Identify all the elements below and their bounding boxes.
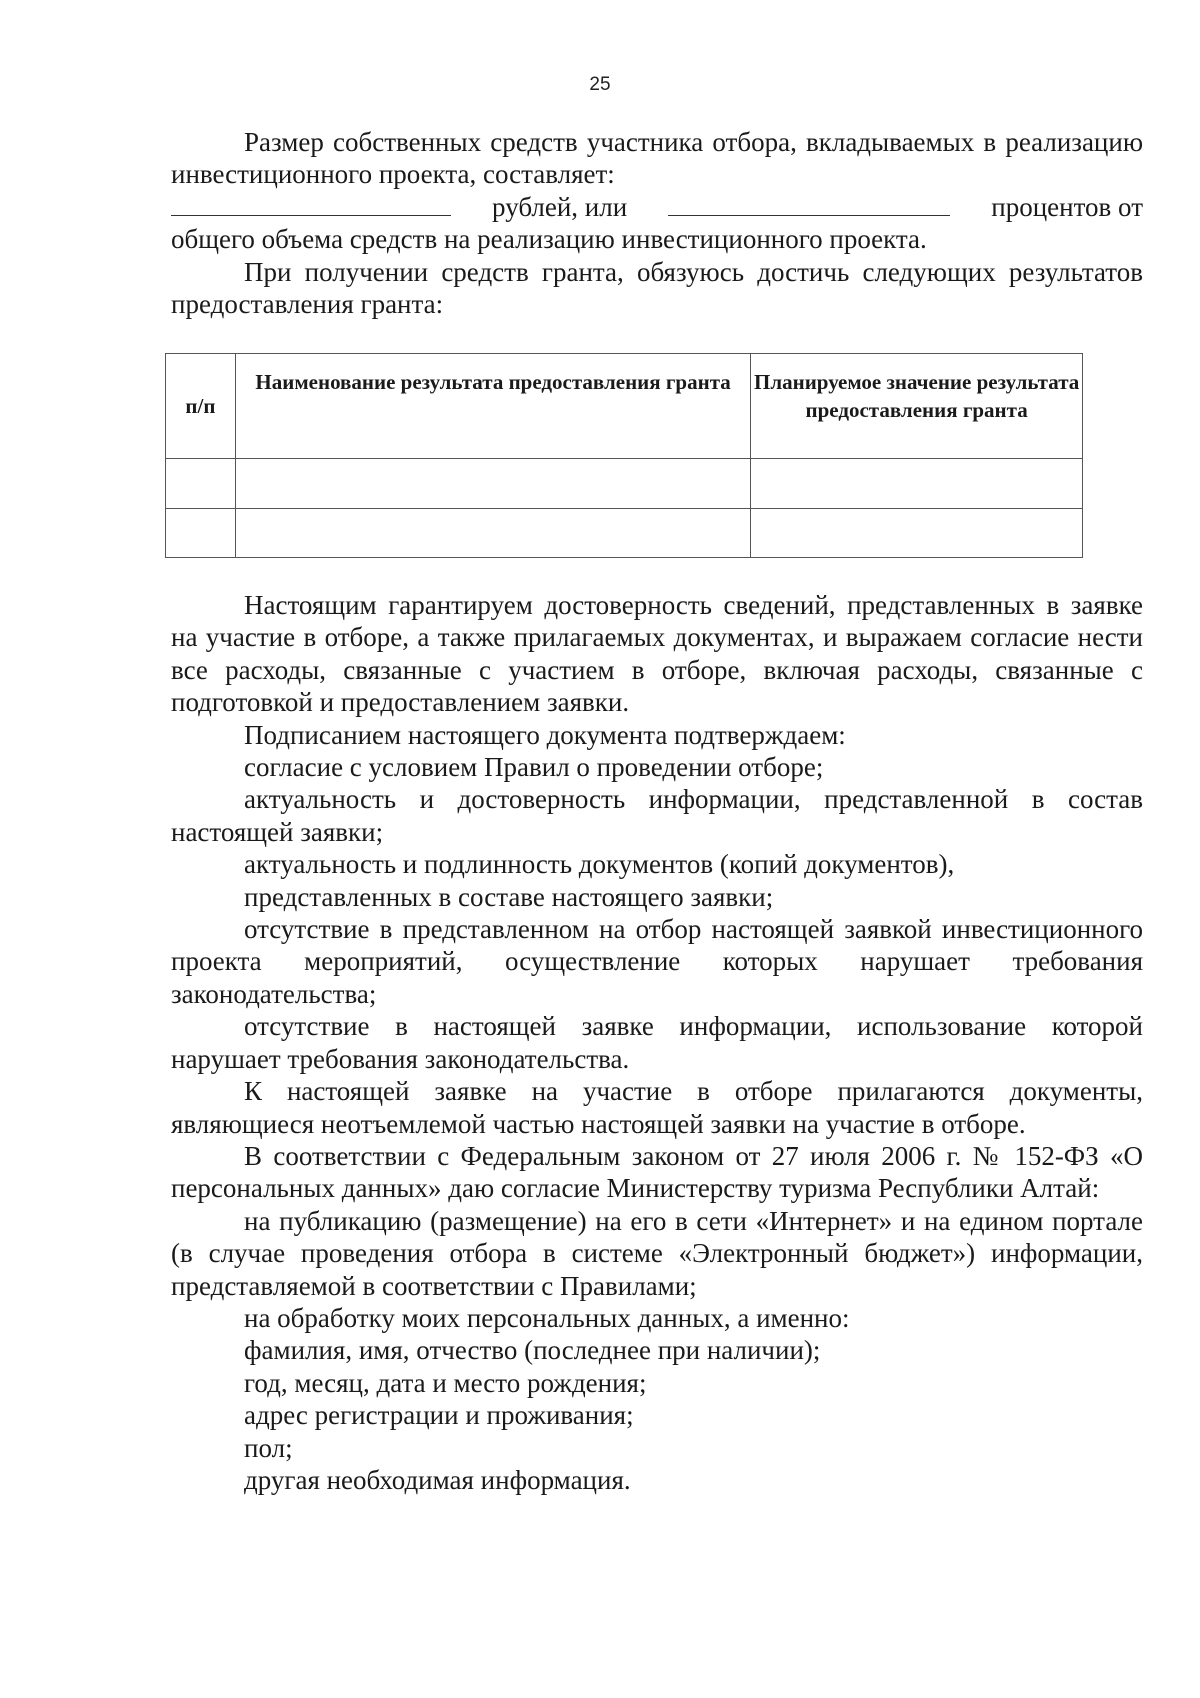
list-item: отсутствие в настоящей заявке информации, использование которой нарушает требования законодательства. <box>171 1011 1143 1074</box>
table-row <box>166 459 1083 509</box>
list-item: на публикацию (размещение) на его в сети «Интернет» и на едином портале (в случае проведения отбора в системе «Электронный бюджет») информации, представляемой в соответствии с Правилами; <box>171 1205 1143 1301</box>
funds-blank-line <box>171 191 1143 223</box>
table-cell <box>751 459 1083 509</box>
confirm-intro-paragraph: Подписанием настоящего документа подтверждаем: <box>244 719 846 750</box>
list-item: другая необходимая информация. <box>244 1464 631 1495</box>
table-cell <box>235 508 750 558</box>
own-funds-paragraph-end: общего объема средств на реализацию инвестиционного проекта. <box>171 224 927 255</box>
attachments-paragraph: К настоящей заявке на участие в отборе прилагаются документы, являющиеся неотъемлемой частью настоящей заявки на участие в отборе. <box>171 1076 1143 1139</box>
grant-results-paragraph: При получении средств гранта, обязуюсь достичь следующих результатов предоставления гранта: <box>171 256 1143 320</box>
table-row <box>166 508 1083 558</box>
table-cell <box>166 459 236 509</box>
intro-section <box>171 126 1143 320</box>
list-item: актуальность и подлинность документов (копий документов), <box>244 849 955 880</box>
header-number: п/п <box>166 354 236 459</box>
list-item: актуальность и достоверность информации, представленной в состав настоящей заявки; <box>171 784 1143 847</box>
table-cell <box>235 459 750 509</box>
list-item: год, месяц, дата и место рождения; <box>244 1367 647 1398</box>
header-planned-value: Планируемое значение результата предоставления гранта <box>751 354 1083 459</box>
grant-results-table <box>165 353 1083 558</box>
list-item: на обработку моих персональных данных, а именно: <box>244 1302 850 1333</box>
guarantee-paragraph: Настоящим гарантируем достоверность сведений, представленных в заявке на участие в отборе, а также прилагаемых документах, и выражаем согласие нести все расходы, связанные с участием в отборе, включая расходы, связанные с подготовкой и предоставлением заявки. <box>171 590 1143 718</box>
table-cell <box>751 508 1083 558</box>
list-item: согласие с условием Правил о проведении отборе; <box>244 752 824 783</box>
rubles-blank <box>171 193 451 216</box>
own-funds-paragraph: Размер собственных средств участника отбора, вкладываемых в реализацию инвестиционного проекта, составляет: <box>171 127 1143 190</box>
table-cell <box>166 508 236 558</box>
page-number: 25 <box>589 74 611 95</box>
body-section <box>171 589 1143 1496</box>
consent-paragraph: В соответствии с Федеральным законом от 27 июля 2006 г. № 152-ФЗ «О персональных данных» даю согласие Министерству туризма Республики Алтай: <box>171 1140 1143 1204</box>
list-item: отсутствие в представленном на отбор настоящей заявкой инвестиционного проекта мероприятий, осуществление которых нарушает требования законодательства; <box>171 914 1143 1009</box>
list-item: пол; <box>244 1432 293 1463</box>
list-item: адрес регистрации и проживания; <box>244 1400 634 1431</box>
percent-label: процентов от <box>991 191 1143 222</box>
list-item: представленных в составе настоящего заявки; <box>244 881 774 912</box>
header-result-name: Наименование результата предоставления гранта <box>235 354 750 459</box>
list-item: фамилия, имя, отчество (последнее при наличии); <box>244 1335 821 1366</box>
percent-blank <box>668 193 950 216</box>
table-header-row <box>166 354 1083 459</box>
rubles-label: рублей, или <box>492 191 628 222</box>
